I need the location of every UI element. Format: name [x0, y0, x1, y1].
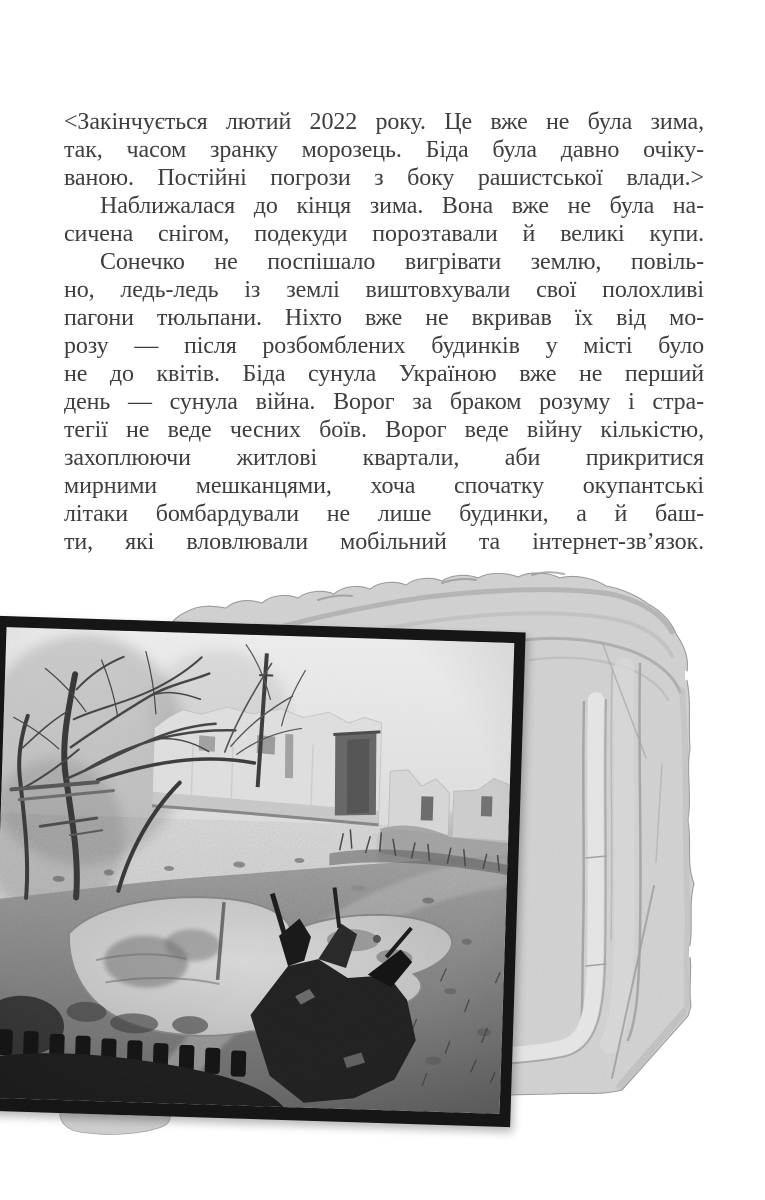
- text-line: так, часом зранку морозець. Біда була давно очіку-: [64, 137, 704, 163]
- text-line: день — сунула війна. Ворог за браком розуму і стра-: [64, 389, 704, 415]
- text-line: ваною. Постійні погрози з боку рашистської влади.>: [64, 165, 704, 191]
- text-line: тегії не веде чесних боїв. Ворог веде війну кількістю,: [64, 417, 704, 443]
- text-line: мирними мешканцями, хоча спочатку окупантські: [64, 473, 704, 499]
- text-line: ти, які вловлювали мобільний та інтернет-зв’язок.: [64, 529, 704, 555]
- text-line: но, ледь-ледь із землі виштовхували свої полохливі: [64, 277, 704, 303]
- vignette: [0, 627, 514, 1114]
- text-line: літаки бомбардували не лише будинки, а й баш-: [64, 501, 704, 527]
- text-line: сичена снігом, подекуди порозтавали й великі купи.: [64, 221, 704, 247]
- text-line: не до квітів. Біда сунула Україною вже не перший: [64, 361, 704, 387]
- text-line: пагони тюльпани. Ніхто вже не вкривав їх від мо-: [64, 305, 704, 331]
- ruins-photograph: [0, 616, 526, 1127]
- text-line: розу — після розбомблених будинків у місті було: [64, 333, 704, 359]
- text-line: Сонечко не поспішало вигрівати землю, повіль-: [100, 249, 704, 275]
- text-line: захоплюючи житлові квартали, аби прикритися: [64, 445, 704, 471]
- text-line: Наближалася до кінця зима. Вона вже не була на-: [100, 193, 704, 219]
- text-line: <Закінчується лютий 2022 року. Це вже не була зима,: [64, 109, 704, 135]
- photo-scene: [0, 627, 514, 1114]
